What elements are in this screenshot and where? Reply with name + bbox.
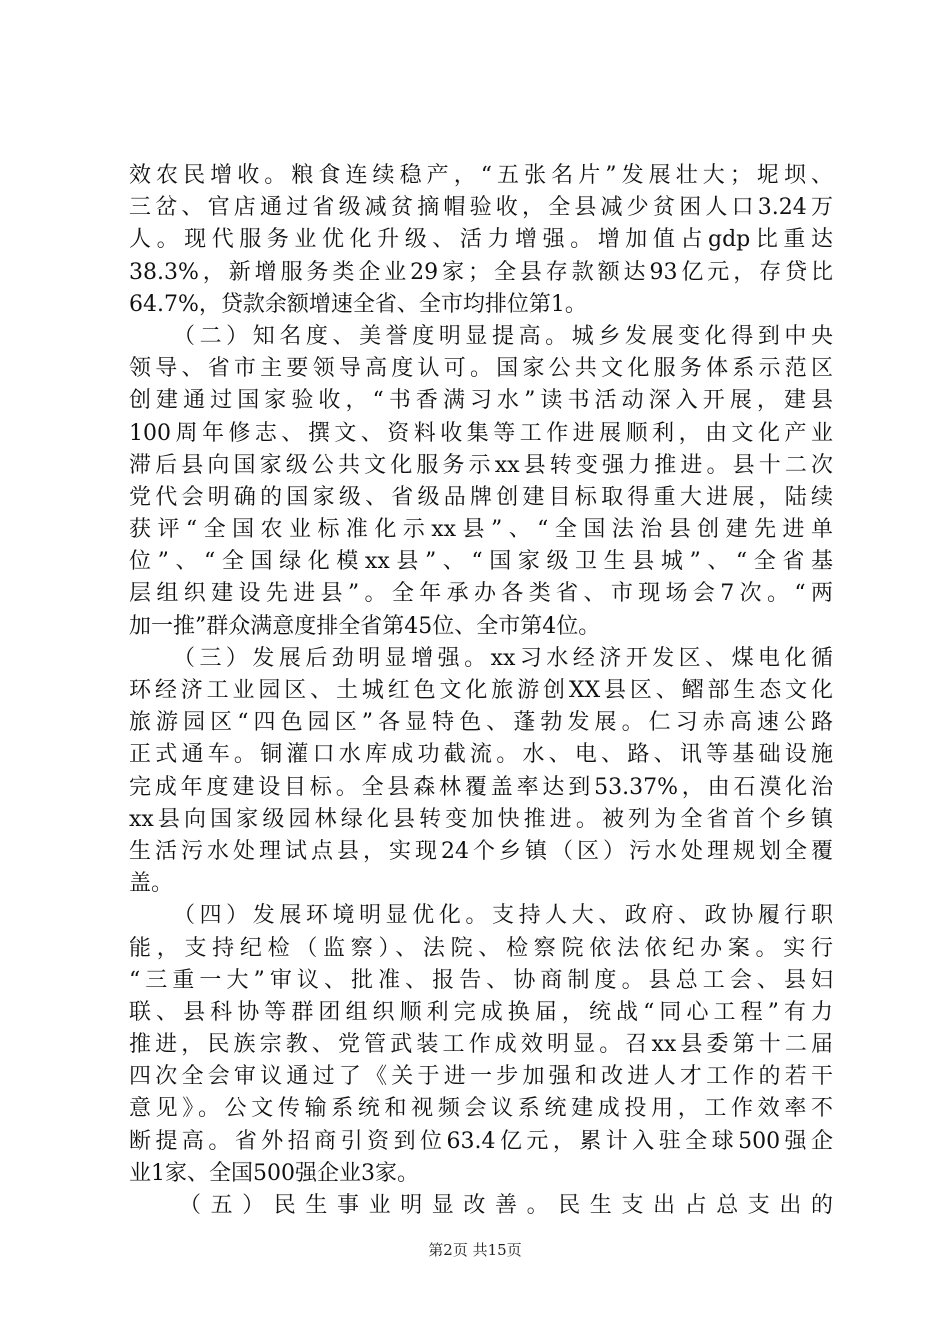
text-line: 推进，民族宗教、党管武装工作成效明显。召xx县委第十二届 — [129, 1032, 833, 1058]
document-body — [129, 160, 833, 1222]
text-line: 100周年修志、撰文、资料收集等工作进展顺利，由文化产业 — [129, 420, 833, 446]
text-line: 旅游园区“四色园区”各显特色、蓬勃发展。仁习赤高速公路 — [129, 710, 833, 736]
section-two-heading-line: （二）知名度、美誉度明显提高。城乡发展变化得到中央 — [173, 323, 833, 349]
text-line: 38.3%，新增服务类企业29家；全县存款额达93亿元，存贷比 — [129, 259, 833, 285]
text-line: 效农民增收。粮食连续稳产，“五张名片”发展壮大；坭坝、 — [129, 163, 833, 188]
text-line: 创建通过国家验收，“书香满习水”读书活动深入开展，建县 — [129, 388, 833, 414]
text-line: 业1家、全国500强企业3家。 — [129, 1160, 419, 1186]
text-line: 获评“全国农业标准化示xx县”、“全国法治县创建先进单 — [129, 517, 833, 543]
text-line: 党代会明确的国家级、省级品牌创建目标取得重大进展，陆续 — [129, 484, 833, 510]
text-line: 联、县科协等群团组织顺利完成换届，统战“同心工程”有力 — [129, 999, 833, 1025]
text-line: 意见》。公文传输系统和视频会议系统建成投用，工作效率不 — [129, 1096, 833, 1122]
text-line: 正式通车。铜灌口水库成功截流。水、电、路、讯等基础设施 — [129, 742, 833, 768]
text-line: 层组织建设先进县”。全年承办各类省、市现场会7次。“两 — [129, 581, 833, 607]
text-line: 盖。 — [129, 871, 174, 897]
text-line: 完成年度建设目标。全县森林覆盖率达到53.37%，由石漠化治 — [129, 774, 833, 800]
text-line: 断提高。省外招商引资到位63.4亿元，累计入驻全球500强企 — [129, 1128, 833, 1154]
text-line: 能，支持纪检（监察）、法院、检察院依法依纪办案。实行 — [129, 935, 833, 961]
page-number-footer: 第2页 共15页 — [428, 1241, 522, 1259]
text-line: 加一推”群众满意度排全省第45位、全市第4位。 — [129, 613, 601, 639]
text-line: 64.7%，贷款余额增速全省、全市均排位第1。 — [129, 291, 587, 317]
text-line: 位”、“全国绿化模xx县”、“国家级卫生县城”、“全省基 — [129, 549, 833, 575]
text-line: 生活污水处理试点县，实现24个乡镇（区）污水处理规划全覆 — [129, 838, 833, 864]
text-line: “三重一大”审议、批准、报告、协商制度。县总工会、县妇 — [129, 967, 833, 993]
text-line: xx县向国家级园林绿化县转变加快推进。被列为全省首个乡镇 — [129, 806, 833, 832]
section-four-heading-line: （四）发展环境明显优化。支持人大、政府、政协履行职 — [173, 903, 833, 929]
text-line: 环经济工业园区、土城红色文化旅游创XX县区、鳛部生态文化 — [129, 678, 833, 703]
section-three-heading-line: （三）发展后劲明显增强。xx习水经济开发区、煤电化循 — [173, 645, 833, 671]
text-line: 领导、省市主要领导高度认可。国家公共文化服务体系示范区 — [129, 356, 833, 382]
text-line: 人。现代服务业优化升级、活力增强。增加值占gdp比重达 — [129, 227, 833, 253]
text-line: 三岔、官店通过省级减贫摘帽验收，全县减少贫困人口3.24万 — [129, 195, 833, 221]
text-line: 滞后县向国家级公共文化服务示xx县转变强力推进。县十二次 — [129, 452, 833, 478]
text-line: 四次全会审议通过了《关于进一步加强和改进人才工作的若干 — [129, 1064, 833, 1090]
section-five-heading-line: （五）民生事业明显改善。民生支出占总支出的 — [179, 1193, 833, 1218]
